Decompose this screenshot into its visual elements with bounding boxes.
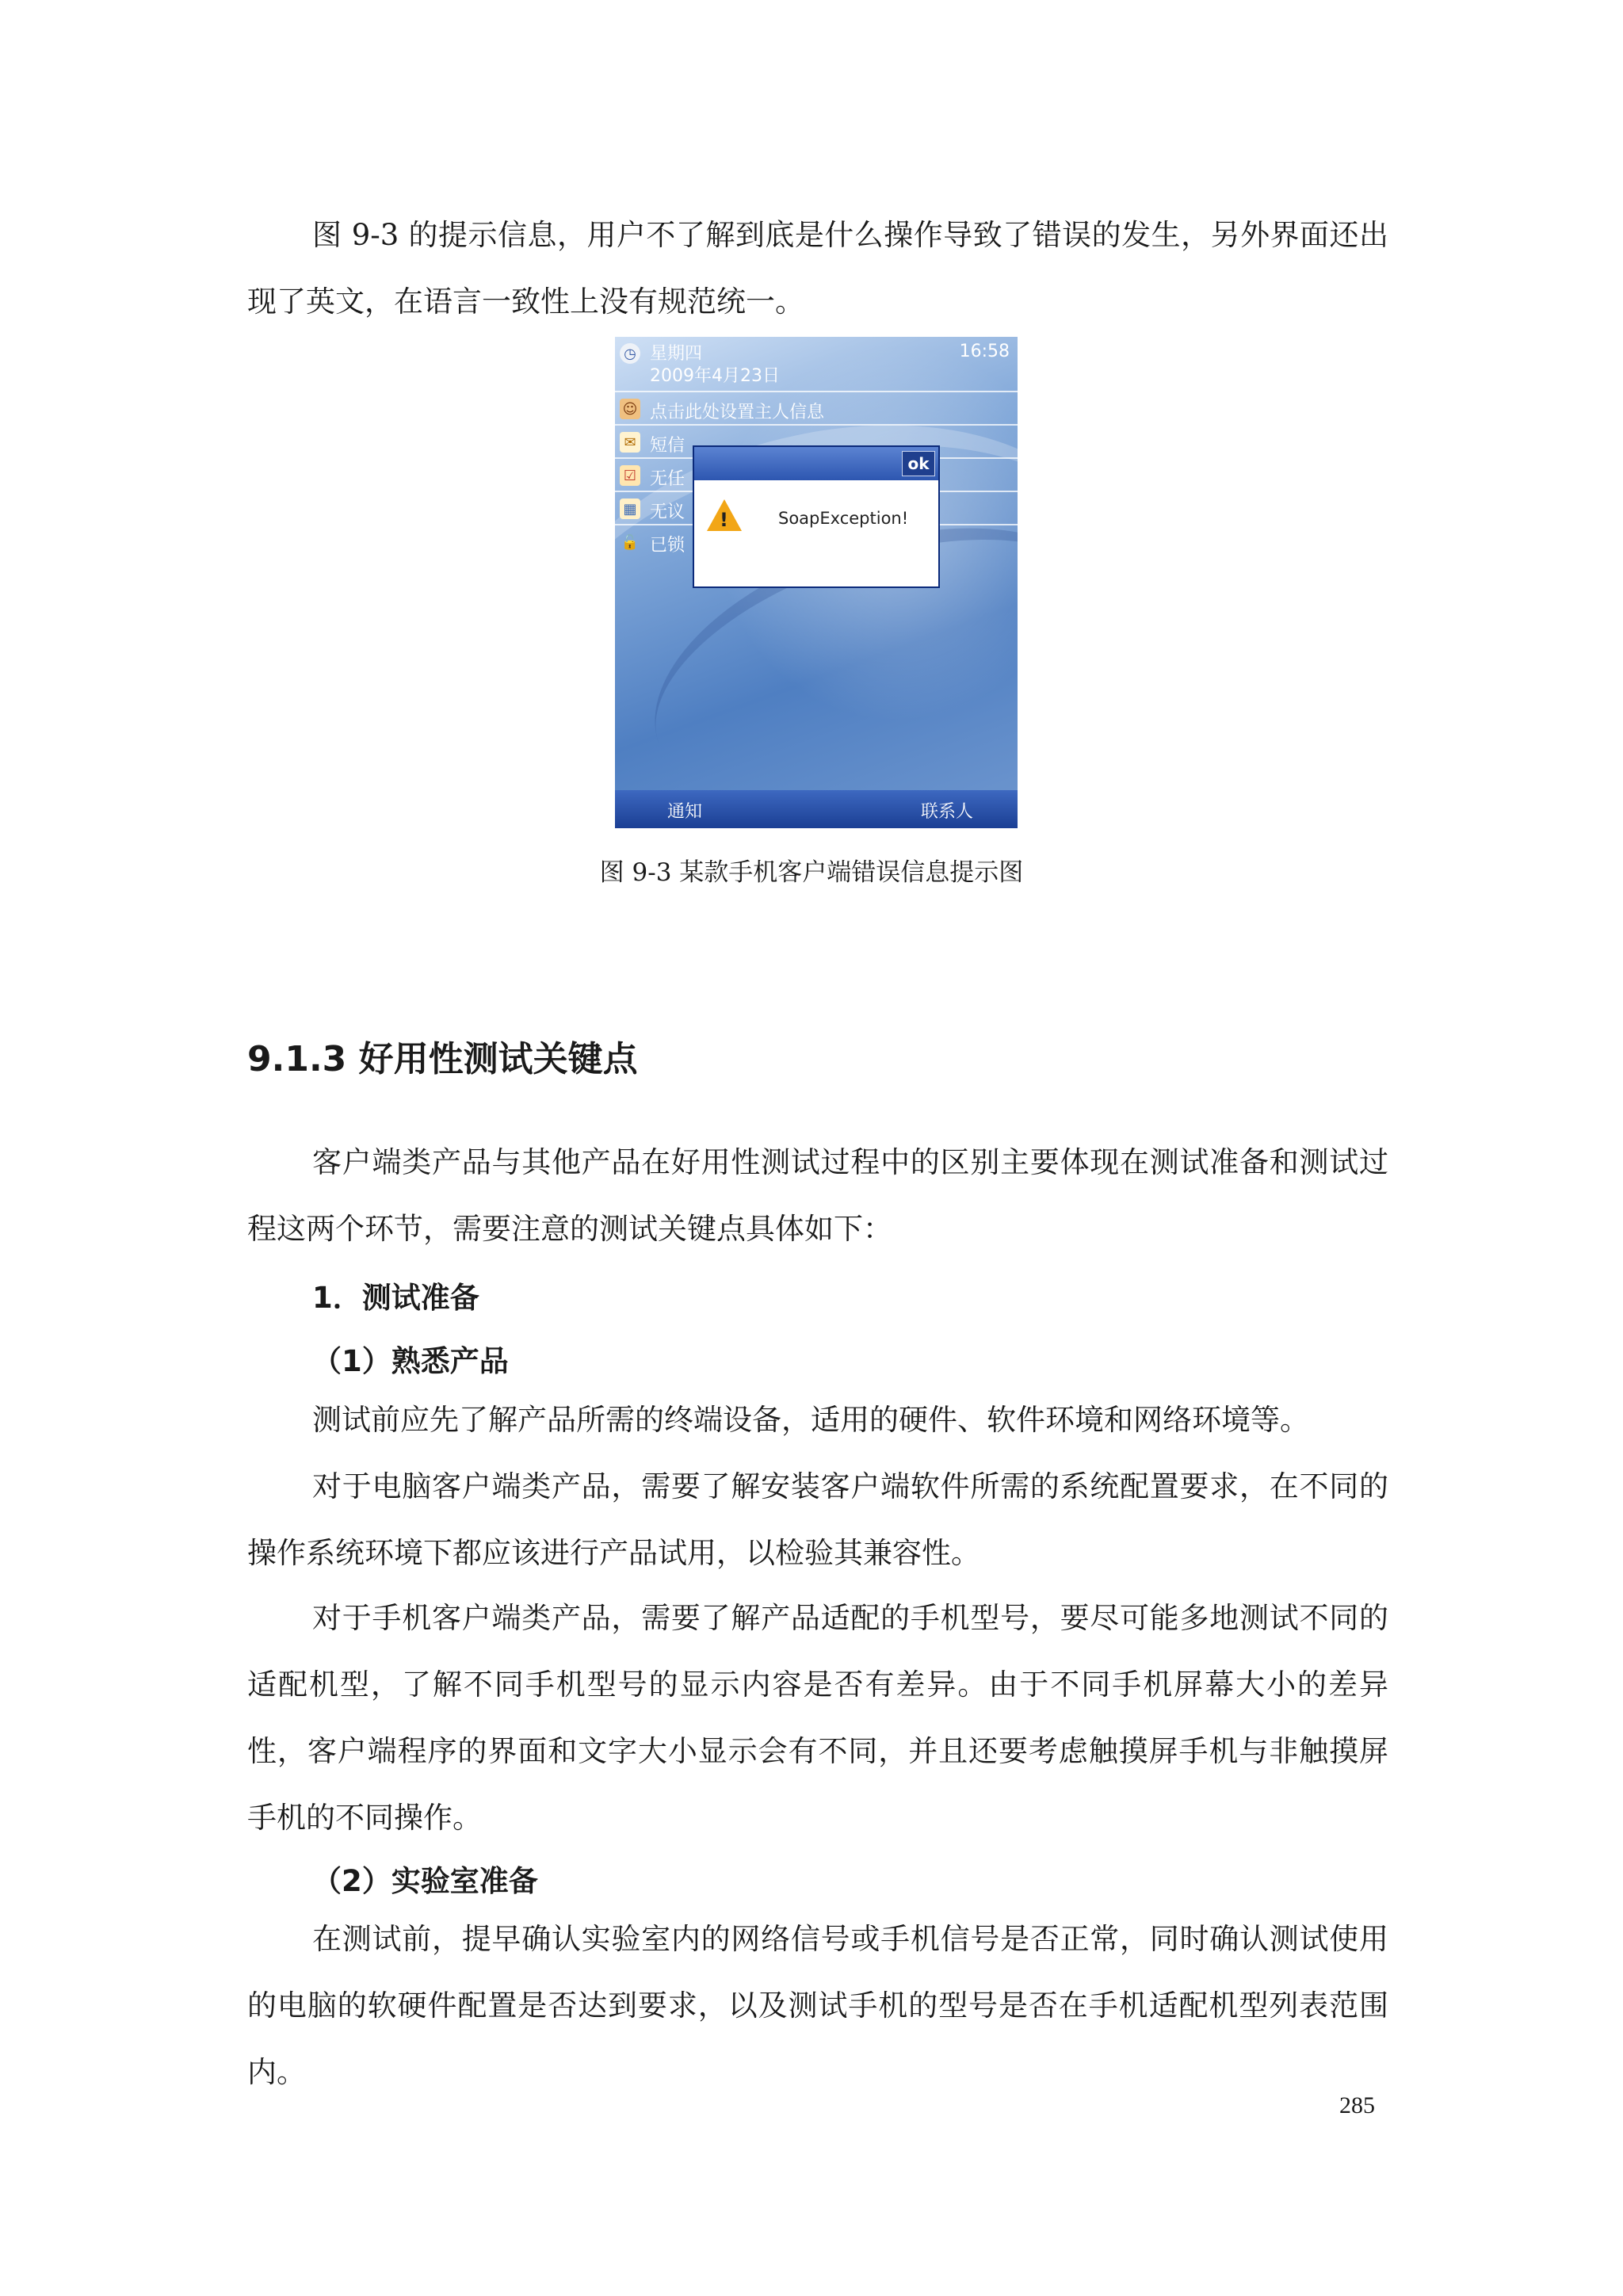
subheading: 1．测试准备 <box>312 1281 479 1315</box>
dialog-message: SoapException! <box>778 509 909 528</box>
paragraph: 在测试前，提早确认实验室内的网络信号或手机信号是否正常，同时确认测试使用的电脑的软硬件配置是否达到要求，以及测试手机的型号是否在手机适配机型列表范围内。 <box>247 1922 1388 2089</box>
subheading: （2）实验室准备 <box>312 1864 538 1898</box>
owner-icon: ☺ <box>620 399 640 419</box>
paragraph: 测试前应先了解产品所需的终端设备，适用的硬件、软件环境和网络环境等。 <box>312 1403 1309 1437</box>
paragraph: 客户端类产品与其他产品在好用性测试过程中的区别主要体现在测试准备和测试过程这两个环节，需要注意的测试关键点具体如下： <box>247 1145 1388 1246</box>
page-number: 285 <box>1339 2092 1375 2118</box>
subheading: （1）熟悉产品 <box>312 1344 509 1378</box>
today-date-row <box>615 337 1018 391</box>
calendar-icon: ▦ <box>620 499 640 519</box>
dialog-title-bar <box>694 447 938 480</box>
softkey-bar <box>615 790 1018 828</box>
clock-icon: ◷ <box>620 343 640 364</box>
sms-label: 短信 <box>650 436 685 456</box>
divider <box>615 424 1018 426</box>
divider <box>615 391 1018 392</box>
softkey-right[interactable]: 联系人 <box>920 802 973 822</box>
paragraph: 对于手机客户端类产品，需要了解产品适配的手机型号，要尽可能多地测试不同的适配机型，了解不同手机型号的显示内容是否有差异。由于不同手机屏幕大小的差异性，客户端程序的界面和文字大小显示会有不同，并且还要考虑触摸屏手机与非触摸屏手机的不同操作。 <box>247 1601 1388 1835</box>
figure-caption: 图 9-3 某款手机客户端错误信息提示图 <box>599 858 1024 887</box>
error-dialog <box>693 445 940 588</box>
task-label: 无任 <box>650 469 685 489</box>
paragraph: 对于电脑客户端类产品，需要了解安装客户端软件所需的系统配置要求，在不同的操作系统环境下都应该进行产品试用，以检验其兼容性。 <box>247 1469 1388 1570</box>
lock-icon: 🔓 <box>621 533 640 551</box>
date: 2009年4月23日 <box>650 366 780 386</box>
owner-row[interactable] <box>615 394 1018 424</box>
calendar-label: 无议 <box>650 502 685 522</box>
sms-icon: ✉ <box>620 432 640 453</box>
intro-paragraph: 图 9-3 的提示信息，用户不了解到底是什么操作导致了错误的发生，另外界面还出现了英文，在语言一致性上没有规范统一。 <box>247 218 1388 319</box>
ok-button[interactable]: ok <box>902 451 935 476</box>
lock-label: 已锁 <box>650 536 685 556</box>
time: 16:58 <box>959 342 1010 361</box>
phone-screenshot <box>615 337 1018 828</box>
warning-icon-mark: ! <box>720 509 728 531</box>
owner-label: 点击此处设置主人信息 <box>650 403 825 422</box>
section-heading: 9.1.3 好用性测试关键点 <box>247 1039 638 1079</box>
task-icon: ☑ <box>620 465 640 486</box>
softkey-left[interactable]: 通知 <box>667 802 703 822</box>
weekday: 星期四 <box>650 344 703 364</box>
